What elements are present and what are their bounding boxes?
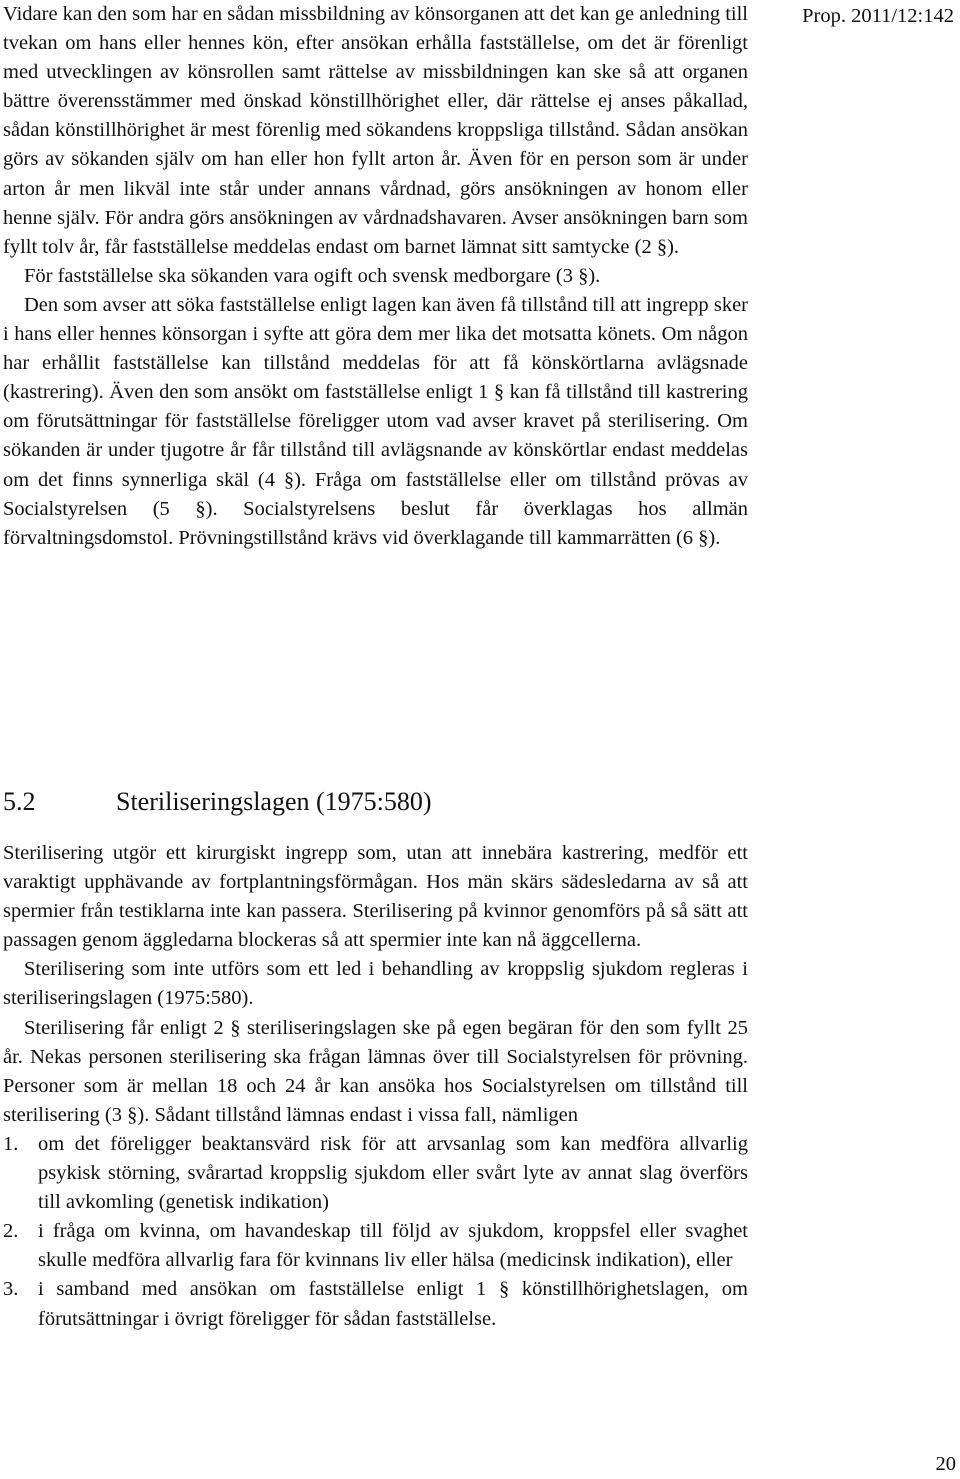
body-text-section	[3, 839, 748, 1334]
section-title: Steriliseringslagen (1975:580)	[116, 787, 432, 816]
list-item-text: i fråga om kvinna, om havandeskap till följd av sjukdom, kroppsfel eller svaghet skulle medföra allvarlig fara för kvinnans liv eller hälsa (medicinsk indikation), eller	[38, 1220, 748, 1272]
indication-list	[3, 1130, 748, 1334]
paragraph: Sterilisering får enligt 2 § steriliseringslagen ske på egen begäran för den som fyllt 25 år. Nekas personen sterilisering ska frågan lämnas över till Socialstyrelsen för prövning. Personer som är mellan 18 och 24 år kan ansöka hos Socialstyrelsen om tillstånd till sterilisering (3 §). Sådant tillstånd lämnas endast i vissa fall, nämligen	[3, 1016, 748, 1126]
list-item-text: om det föreligger beaktansvärd risk för att arvsanlag som kan medföra allvarlig psykisk störning, svårartad kroppslig sjukdom eller svårt lyte av annat slag överförs till avkomling (genetisk indikation)	[38, 1132, 748, 1214]
paragraph: Sterilisering utgör ett kirurgiskt ingrepp som, utan att innebära kastrering, medför ett varaktigt upphävande av fortplantningsförmågan. Hos män skärs sädesledarna av så att spermier från testiklarna inte kan passera. Sterilisering på kvinnor genomförs på så sätt att passagen genom äggledarna blockeras så att spermier inte kan nå äggcellerna.	[3, 842, 748, 952]
paragraph: Vidare kan den som har en sådan missbildning av könsorganen att det kan ge anledning till tvekan om hans eller hennes kön, efter ansökan erhålla fastställelse, om det är förenligt med utvecklingen av könsrollen samt rättelse av missbildningen kan ske så att organen bättre överensstämmer med önskad könstillhörighet eller, där rättelse ej anses påkallad, sådan könstillhörighet är mest förenlig med sökandens kroppsliga tillstånd. Sådan ansökan görs av sökanden själv om han eller hon fyllt arton år. Även för en person som är under arton år men likväl inte står under annans vårdnad, görs ansökningen av honom eller henne själv. För andra görs ansökningen av vårdnadshavaren. Avser ansökningen barn som fyllt tolv år, får fastställelse meddelas endast om barnet lämnat sitt samtycke (2 §).	[3, 3, 748, 258]
list-item-number: 2.	[3, 1220, 19, 1243]
paragraph: Den som avser att söka fastställelse enligt lagen kan även få tillstånd till att ingrepp sker i hans eller hennes könsorgan i syfte att göra dem mer lika det motsatta könets. Om någon har erhållit fastställelse kan tillstånd meddelas för att få könskörtlarna avlägsnade (kastrering). Även den som ansökt om fastställelse enligt 1 § kan få tillstånd till kastrering om förutsättningar för fastställelse föreligger utom vad avser kravet på sterilisering. Om sökanden är under tjugotre år får tillstånd till avlägsnande av könskörtlar endast meddelas om det finns synnerliga skäl (4 §). Fråga om fastställelse eller om tillstånd prövas av Socialstyrelsen (5 §). Socialstyrelsens beslut får överklagas hos allmän förvaltningsdomstol. Prövningstillstånd krävs vid överklagande till kammarrätten (6 §).	[3, 293, 748, 549]
paragraph: För fastställelse ska sökanden vara ogift och svensk medborgare (3 §).	[24, 264, 601, 287]
body-text-top	[3, 0, 748, 553]
page-number: 20	[935, 1453, 956, 1475]
section-heading	[3, 786, 432, 818]
list-item-number: 1.	[3, 1132, 19, 1155]
paragraph: Sterilisering som inte utförs som ett led i behandling av kroppslig sjukdom regleras i steriliseringslagen (1975:580).	[3, 958, 748, 1010]
proposition-reference: Prop. 2011/12:142	[802, 5, 954, 27]
list-item	[3, 1275, 748, 1333]
list-item-number: 3.	[3, 1278, 19, 1301]
list-item	[3, 1217, 748, 1275]
list-item-text: i samband med ansökan om fastställelse enligt 1 § könstillhörighetslagen, om förutsättningar i övrigt föreligger för sådan fastställelse.	[38, 1278, 748, 1330]
section-number: 5.2	[3, 787, 36, 816]
list-item	[3, 1130, 748, 1217]
